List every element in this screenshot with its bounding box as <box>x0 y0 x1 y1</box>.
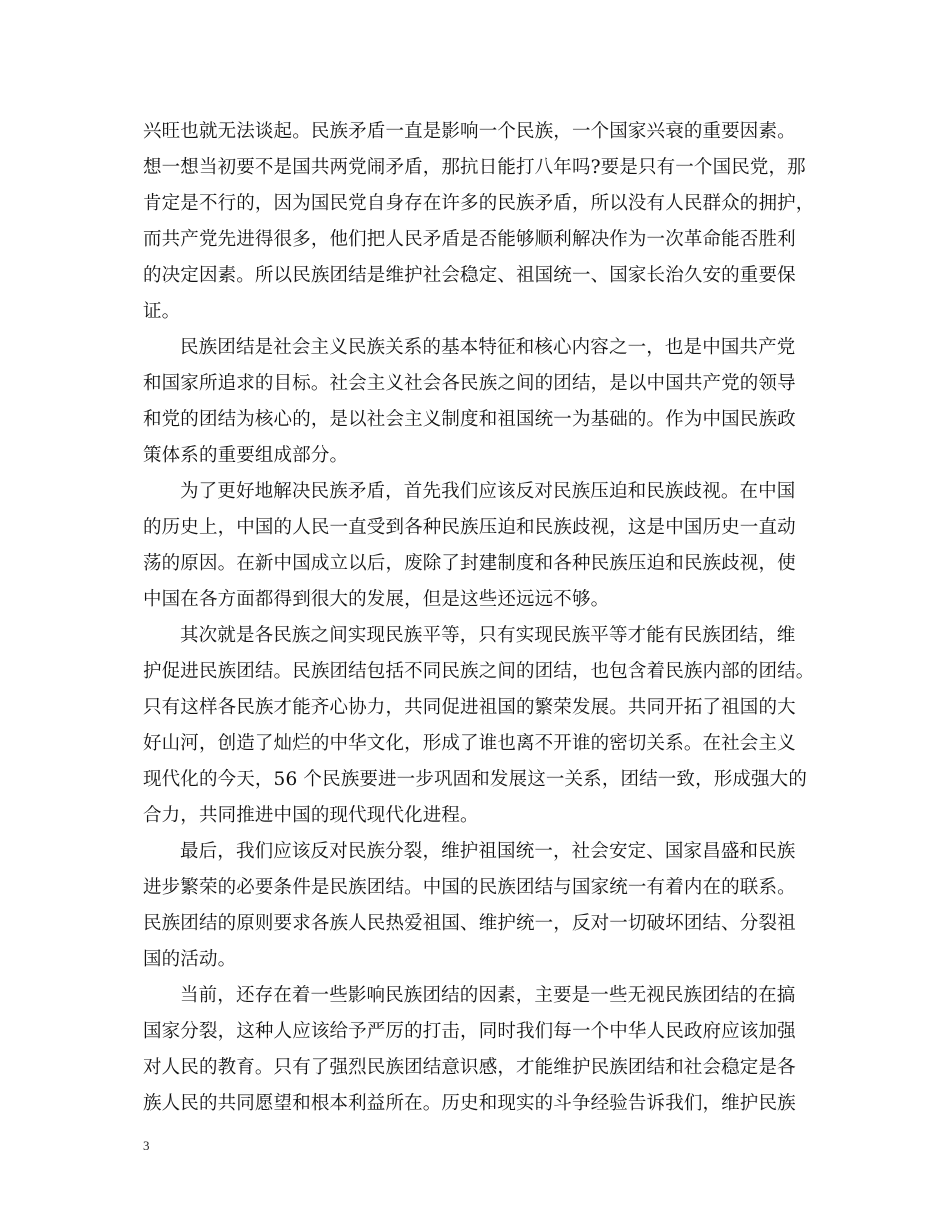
text-line: 进步繁荣的必要条件是民族团结。中国的民族团结与国家统一有着内在的联系。 <box>143 877 796 898</box>
text-line: 民族团结的原则要求各族人民热爱祖国、维护统一，反对一切破坏团结、分裂祖 <box>143 913 796 934</box>
text-line: 国家分裂，这种人应该给予严厉的打击，同时我们每一个中华人民政府应该加强 <box>143 1021 796 1042</box>
text-line: 其次就是各民族之间实现民族平等，只有实现民族平等才能有民族团结，维 <box>180 625 796 646</box>
text-line: 证。 <box>143 301 181 322</box>
text-line: 而共产党先进得很多，他们把人民矛盾是否能够顺利解决作为一次革命能否胜利 <box>143 229 796 250</box>
text-line: 荡的原因。在新中国成立以后，废除了封建制度和各种民族压迫和民族歧视，使 <box>143 553 796 574</box>
text-line: 对人民的教育。只有了强烈民族团结意识感，才能维护民族团结和社会稳定是各 <box>143 1057 796 1078</box>
text-line: 现代化的今天，56 个民族要进一步巩固和发展这一关系，团结一致，形成强大的 <box>143 769 807 790</box>
body-text <box>143 114 815 1122</box>
text-line: 合力，共同推进中国的现代现代化进程。 <box>143 805 479 826</box>
text-line: 和国家所追求的目标。社会主义社会各民族之间的团结，是以中国共产党的领导 <box>143 373 796 394</box>
text-line: 国的活动。 <box>143 949 237 970</box>
text-line: 兴旺也就无法谈起。民族矛盾一直是影响一个民族，一个国家兴衰的重要因素。 <box>143 121 796 142</box>
text-line: 的决定因素。所以民族团结是维护社会稳定、祖国统一、国家长治久安的重要保 <box>143 265 796 286</box>
text-line: 肯定是不行的，因为国民党自身存在许多的民族矛盾，所以没有人民群众的拥护， <box>143 193 815 214</box>
text-line: 护促进民族团结。民族团结包括不同民族之间的团结，也包含着民族内部的团结。 <box>143 661 815 682</box>
text-line: 想一想当初要不是国共两党闹矛盾，那抗日能打八年吗?要是只有一个国民党，那 <box>143 157 806 178</box>
text-line: 最后，我们应该反对民族分裂，维护祖国统一，社会安定、国家昌盛和民族 <box>180 841 796 862</box>
text-line: 和党的团结为核心的，是以社会主义制度和祖国统一为基础的。作为中国民族政 <box>143 409 796 430</box>
text-line: 好山河，创造了灿烂的中华文化，形成了谁也离不开谁的密切关系。在社会主义 <box>143 733 796 754</box>
text-line: 族人民的共同愿望和根本利益所在。历史和现实的斗争经验告诉我们，维护民族 <box>143 1093 796 1114</box>
text-line: 的历史上，中国的人民一直受到各种民族压迫和民族歧视，这是中国历史一直动 <box>143 517 796 538</box>
text-line: 中国在各方面都得到很大的发展，但是这些还远远不够。 <box>143 589 610 610</box>
text-line: 只有这样各民族才能齐心协力，共同促进祖国的繁荣发展。共同开拓了祖国的大 <box>143 697 796 718</box>
text-line: 策体系的重要组成部分。 <box>143 445 349 466</box>
text-line: 为了更好地解决民族矛盾，首先我们应该反对民族压迫和民族歧视。在中国 <box>180 481 796 502</box>
text-line: 当前，还存在着一些影响民族团结的因素，主要是一些无视民族团结的在搞 <box>180 985 796 1006</box>
text-line: 民族团结是社会主义民族关系的基本特征和核心内容之一，也是中国共产党 <box>180 337 796 358</box>
page-number: 3 <box>143 1138 150 1153</box>
